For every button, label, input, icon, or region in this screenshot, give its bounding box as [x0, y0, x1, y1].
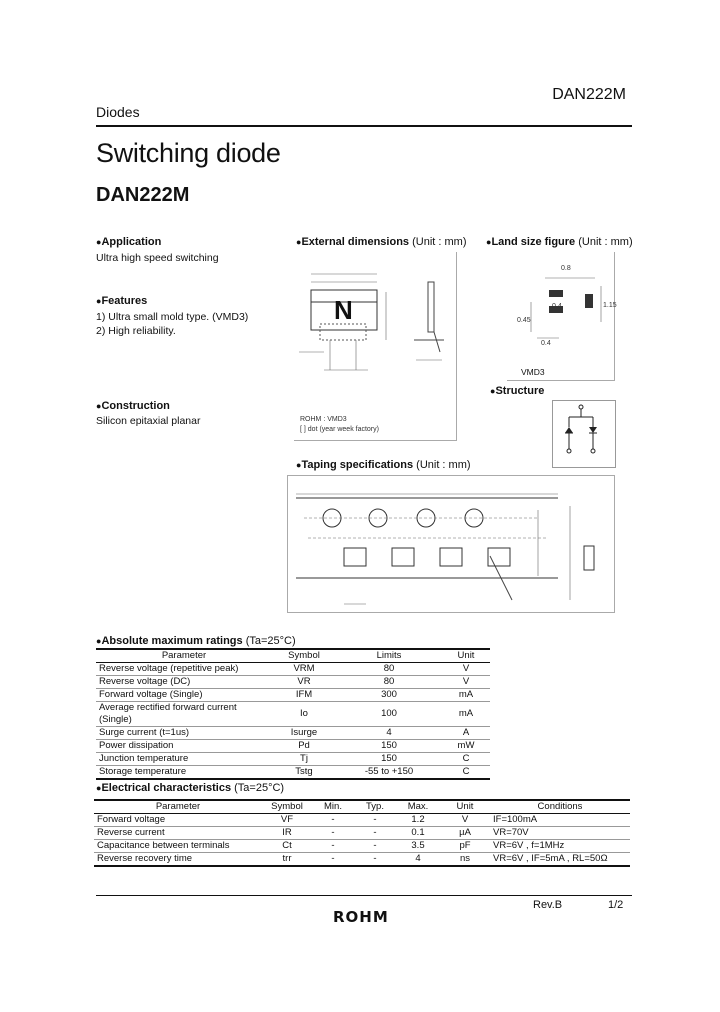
cell-limits: 4	[336, 727, 442, 740]
tape-drawing	[288, 476, 614, 612]
cell-limits: -55 to +150	[336, 766, 442, 780]
cell-parameter: Capacitance between terminals	[94, 840, 262, 853]
cell-limits: 80	[336, 676, 442, 689]
cell-unit: pF	[440, 840, 490, 853]
cell-parameter: Junction temperature	[96, 753, 272, 766]
cell-conditions: VR=6V , IF=5mA , RL=50Ω	[490, 853, 630, 867]
land-dim-gap: 0.4	[541, 340, 551, 347]
cell-unit: V	[442, 663, 490, 676]
cell-typ: -	[354, 814, 396, 827]
cell-symbol: Tj	[272, 753, 336, 766]
land-dim-pad: 0.4	[552, 303, 562, 310]
table-row	[96, 766, 490, 780]
package-note: ROHM : VMD3	[300, 416, 347, 423]
diode-schematic	[553, 401, 615, 467]
table-row	[96, 702, 490, 727]
abs-max-heading: ●Absolute maximum ratings (Ta=25°C)	[96, 635, 296, 647]
cell-unit: C	[442, 766, 490, 780]
table-row	[96, 676, 490, 689]
cell-conditions: IF=100mA	[490, 814, 630, 827]
column-header: Conditions	[490, 800, 630, 814]
cell-parameter: Forward voltage	[94, 814, 262, 827]
land-size-heading: ●Land size figure (Unit : mm)	[486, 236, 633, 248]
cell-parameter: Average rectified forward current (Single)	[96, 702, 272, 727]
cell-symbol: trr	[262, 853, 312, 867]
marking-letter: N	[334, 295, 353, 325]
cell-symbol: VR	[272, 676, 336, 689]
table-row	[94, 853, 630, 867]
cell-min: -	[312, 827, 354, 840]
external-dimensions-box	[294, 252, 457, 441]
cell-symbol: Ct	[262, 840, 312, 853]
bullet-icon: ●	[96, 401, 102, 411]
column-header: Unit	[442, 649, 490, 663]
external-dimensions-heading: ●External dimensions (Unit : mm)	[296, 236, 467, 248]
taping-box	[287, 475, 615, 613]
cell-conditions: VR=6V , f=1MHz	[490, 840, 630, 853]
page-number: 1/2	[608, 899, 624, 911]
cell-typ: -	[354, 827, 396, 840]
column-header: Typ.	[354, 800, 396, 814]
column-header: Symbol	[262, 800, 312, 814]
page-title: Switching diode	[96, 138, 281, 168]
bullet-icon: ●	[486, 237, 492, 247]
cell-parameter: Reverse voltage (repetitive peak)	[96, 663, 272, 676]
table-row	[96, 689, 490, 702]
cell-parameter: Reverse voltage (DC)	[96, 676, 272, 689]
cell-unit: V	[440, 814, 490, 827]
cell-symbol: Tstg	[272, 766, 336, 780]
cell-limits: 300	[336, 689, 442, 702]
cell-unit: mW	[442, 740, 490, 753]
part-number: DAN222M	[96, 184, 190, 206]
column-header: Parameter	[96, 649, 272, 663]
cell-parameter: Surge current (t=1us)	[96, 727, 272, 740]
cell-conditions: VR=70V	[490, 827, 630, 840]
cell-typ: -	[354, 840, 396, 853]
cell-symbol: Io	[272, 702, 336, 727]
bullet-icon: ●	[296, 237, 302, 247]
bullet-icon: ●	[296, 460, 302, 470]
cell-unit: µA	[440, 827, 490, 840]
construction-text: Silicon epitaxial planar	[96, 415, 201, 427]
land-size-box	[507, 252, 615, 381]
cell-parameter: Forward voltage (Single)	[96, 689, 272, 702]
cell-typ: -	[354, 853, 396, 867]
column-header: Limits	[336, 649, 442, 663]
column-header: Unit	[440, 800, 490, 814]
cell-parameter: Reverse current	[94, 827, 262, 840]
cell-limits: 150	[336, 753, 442, 766]
cell-max: 1.2	[396, 814, 440, 827]
bullet-icon: ●	[490, 386, 496, 396]
header-divider	[96, 125, 632, 127]
bullet-icon: ●	[96, 783, 102, 793]
dot-note: [ ] dot (year week factory)	[300, 426, 379, 433]
cell-parameter: Power dissipation	[96, 740, 272, 753]
cell-symbol: VRM	[272, 663, 336, 676]
structure-heading: ●Structure	[490, 385, 545, 397]
bullet-icon: ●	[96, 296, 102, 306]
land-dim-height: 1.15	[603, 302, 617, 309]
cell-symbol: IFM	[272, 689, 336, 702]
construction-heading: ●Construction	[96, 400, 170, 412]
cell-parameter: Reverse recovery time	[94, 853, 262, 867]
cell-max: 3.5	[396, 840, 440, 853]
cell-symbol: Pd	[272, 740, 336, 753]
cell-symbol: IR	[262, 827, 312, 840]
abs-max-table	[96, 648, 490, 780]
land-dim-width: 0.8	[561, 265, 571, 272]
cell-max: 4	[396, 853, 440, 867]
header-part-number: DAN222M	[552, 86, 626, 103]
land-package-label: VMD3	[521, 367, 545, 377]
electrical-heading: ●Electrical characteristics (Ta=25°C)	[96, 782, 285, 794]
rohm-logo: ROHM	[333, 908, 389, 926]
cell-min: -	[312, 853, 354, 867]
cell-unit: mA	[442, 702, 490, 727]
feature-item: 1) Ultra small mold type. (VMD3)	[96, 311, 249, 323]
land-dim-pitch: 0.45	[517, 317, 531, 324]
cell-symbol: VF	[262, 814, 312, 827]
package-drawing	[294, 252, 456, 412]
cell-limits: 80	[336, 663, 442, 676]
cell-limits: 100	[336, 702, 442, 727]
cell-limits: 150	[336, 740, 442, 753]
structure-box	[552, 400, 616, 468]
taping-heading: ●Taping specifications (Unit : mm)	[296, 459, 471, 471]
footer-divider	[96, 895, 632, 896]
column-header: Max.	[396, 800, 440, 814]
table-row	[94, 827, 630, 840]
features-heading: ●Features	[96, 295, 148, 307]
cell-symbol: Isurge	[272, 727, 336, 740]
cell-unit: V	[442, 676, 490, 689]
cell-min: -	[312, 814, 354, 827]
application-text: Ultra high speed switching	[96, 252, 219, 264]
revision: Rev.B	[533, 899, 563, 911]
table-row	[96, 727, 490, 740]
cell-unit: ns	[440, 853, 490, 867]
electrical-table	[94, 799, 630, 867]
cell-unit: C	[442, 753, 490, 766]
column-header: Symbol	[272, 649, 336, 663]
table-row	[94, 840, 630, 853]
bullet-icon: ●	[96, 237, 102, 247]
table-row	[96, 753, 490, 766]
bullet-icon: ●	[96, 636, 102, 646]
category-label: Diodes	[96, 104, 140, 120]
cell-unit: A	[442, 727, 490, 740]
cell-min: -	[312, 840, 354, 853]
feature-item: 2) High reliability.	[96, 325, 176, 337]
table-row	[96, 663, 490, 676]
cell-parameter: Storage temperature	[96, 766, 272, 780]
cell-max: 0.1	[396, 827, 440, 840]
table-row	[94, 814, 630, 827]
column-header: Parameter	[94, 800, 262, 814]
column-header: Min.	[312, 800, 354, 814]
table-row	[96, 740, 490, 753]
application-heading: ●Application	[96, 236, 162, 248]
cell-unit: mA	[442, 689, 490, 702]
